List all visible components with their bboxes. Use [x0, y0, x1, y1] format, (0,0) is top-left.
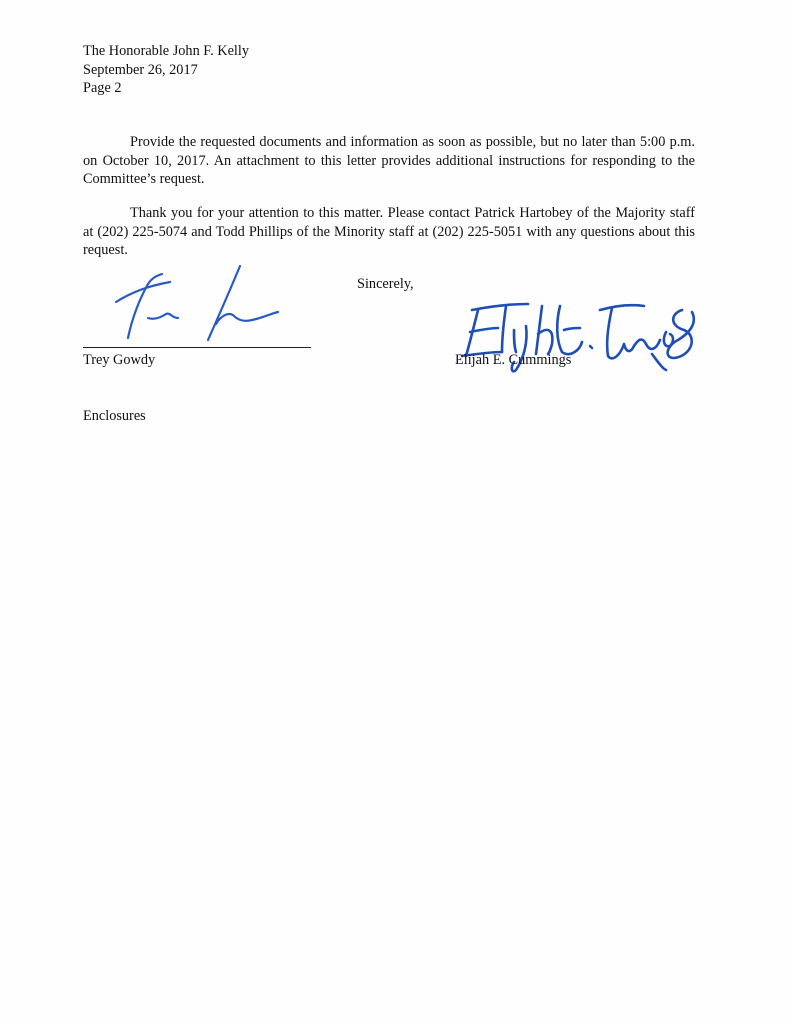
signature-line [83, 347, 311, 348]
body-paragraph-contacts: Thank you for your attention to this matter. Please contact Patrick Hartobey of the Majority staff at (202) 225-5074 and Todd Phillips of the Minority staff at (202) 225-5051 with any questions about this request. [83, 205, 695, 259]
signer-name-trey-gowdy: Trey Gowdy [83, 352, 156, 368]
date-line: September 26, 2017 [83, 61, 198, 78]
trey-gowdy-signature [112, 262, 287, 350]
enclosures-label: Enclosures [83, 408, 146, 424]
letter-header [83, 42, 249, 98]
page-number-line: Page 2 [83, 80, 122, 96]
closing-salutation: Sincerely, [357, 276, 414, 292]
body-paragraph-deadline: Provide the requested documents and information as soon as possible, but no later than 5:00 p.m. on October 10, 2017. An attachment to this letter provides additional instructions for responding to the Committee’s request. [83, 134, 695, 188]
signer-name-elijah-cummings: Elijah E. Cummings [455, 352, 572, 368]
recipient-line: The Honorable John F. Kelly [83, 43, 250, 59]
